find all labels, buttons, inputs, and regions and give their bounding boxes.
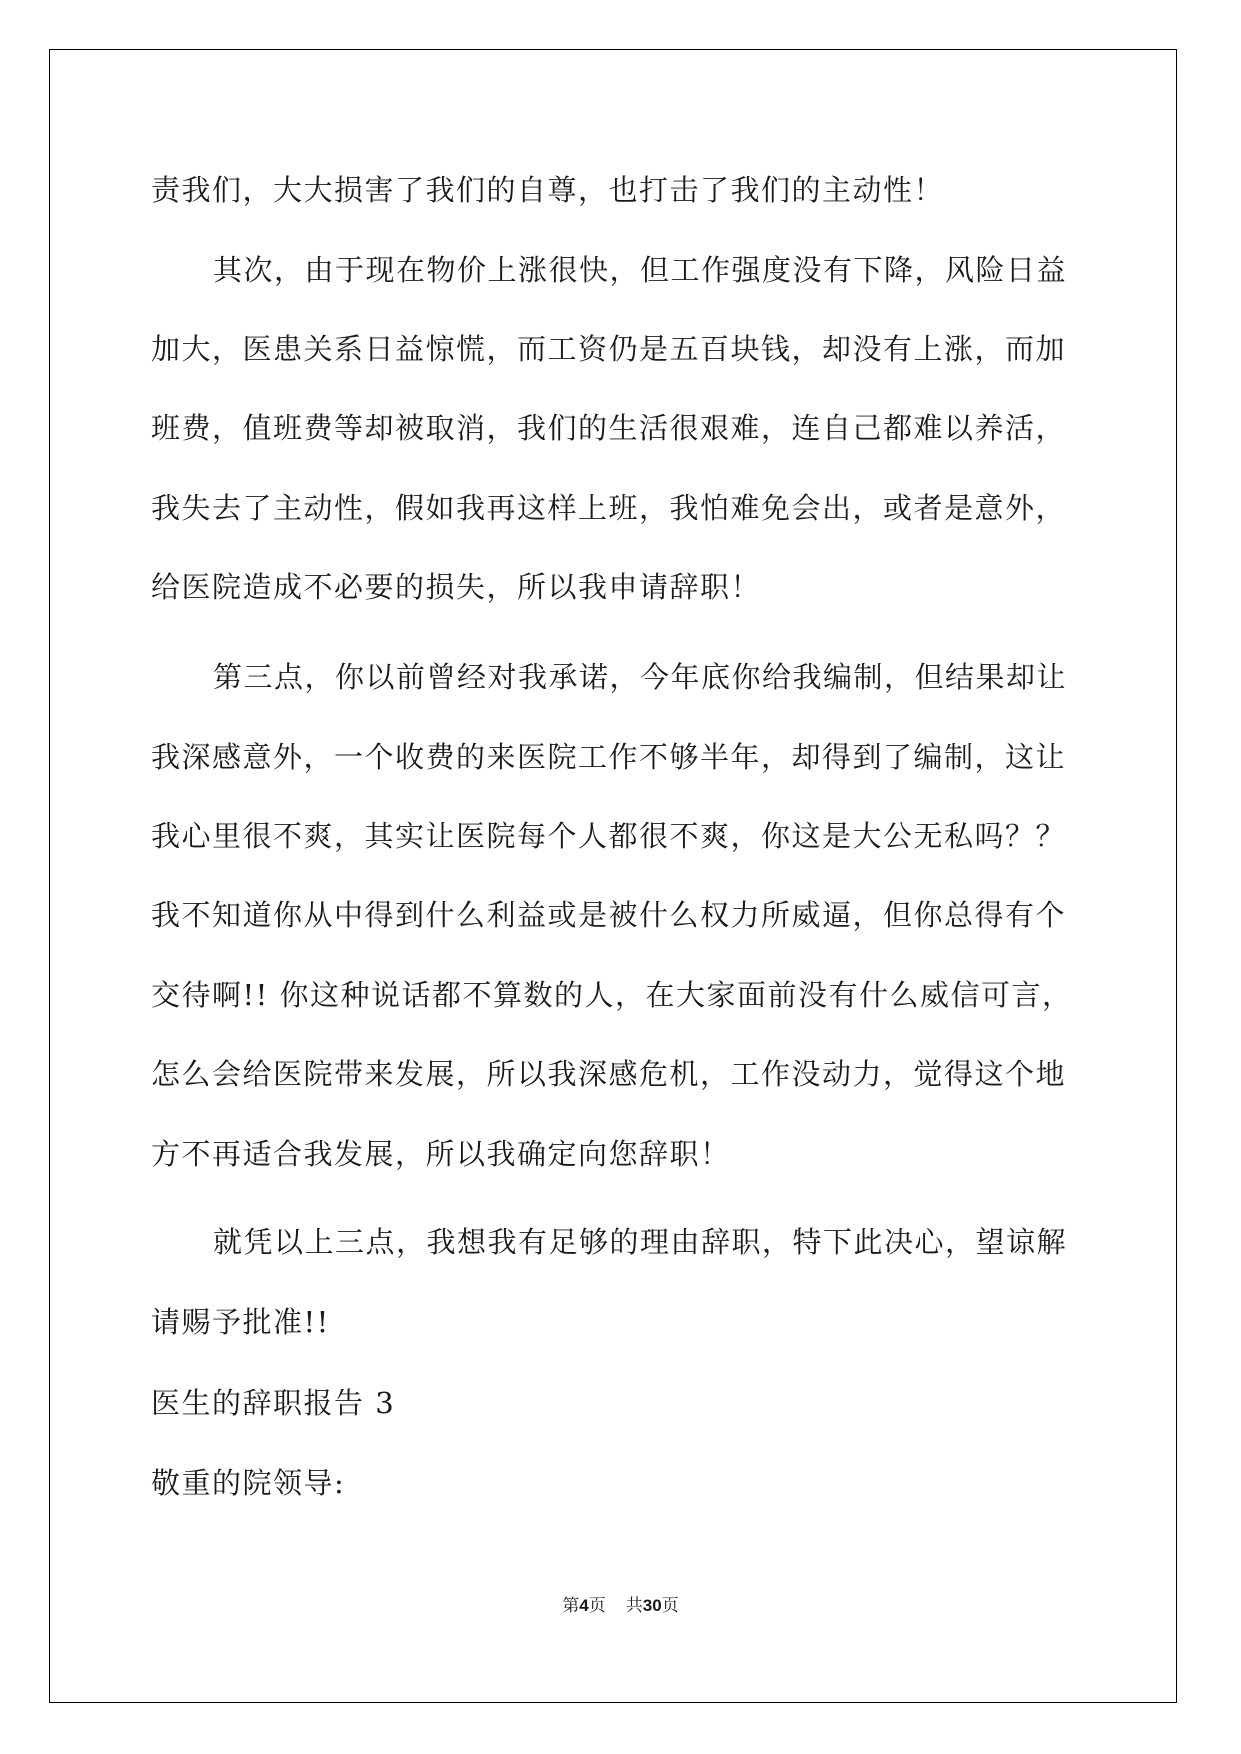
body-line-12: 怎么会给医院带来发展，所以我深感危机，工作没动力，觉得这个地 [151, 1057, 1067, 1091]
body-line-10: 我不知道你从中得到什么利益或是被什么权力所威逼，但你总得有个 [151, 898, 1067, 932]
page-number: 4 [579, 1596, 589, 1615]
body-line-9: 我心里很不爽，其实让医院每个人都很不爽，你这是大公无私吗？？ [151, 819, 1067, 853]
page-suffix: 页 [588, 1596, 606, 1616]
page-border [49, 49, 1177, 1703]
body-line-6: 给医院造成不必要的损失，所以我申请辞职！ [151, 570, 762, 604]
body-line-2: 其次，由于现在物价上涨很快，但工作强度没有下降，风险日益 [213, 253, 1068, 287]
salutation: 敬重的院领导: [151, 1466, 346, 1500]
total-pages: 30 [642, 1596, 662, 1615]
body-line-1: 责我们，大大损害了我们的自尊，也打击了我们的主动性！ [151, 173, 945, 207]
section-heading: 医生的辞职报告 3 [151, 1386, 396, 1420]
body-line-4: 班费，值班费等却被取消，我们的生活很艰难，连自己都难以养活， [151, 411, 1067, 445]
body-line-7: 第三点，你以前曾经对我承诺，今年底你给我编制，但结果却让 [213, 660, 1068, 694]
body-line-8: 我深感意外，一个收费的来医院工作不够半年，却得到了编制，这让 [151, 740, 1067, 774]
total-prefix: 共 [625, 1596, 643, 1616]
page-footer [0, 1591, 1241, 1616]
page-prefix: 第 [562, 1596, 580, 1616]
body-line-14: 就凭以上三点，我想我有足够的理由辞职，特下此决心，望谅解 [213, 1225, 1068, 1259]
body-line-3: 加大，医患关系日益惊慌，而工资仍是五百块钱，却没有上涨，而加 [151, 332, 1067, 366]
body-line-13: 方不再适合我发展，所以我确定向您辞职！ [151, 1137, 731, 1171]
total-suffix: 页 [661, 1596, 679, 1616]
body-line-5: 我失去了主动性，假如我再这样上班，我怕难免会出，或者是意外， [151, 491, 1067, 525]
body-line-15: 请赐予批准!! [151, 1305, 330, 1339]
body-line-11: 交待啊!! 你这种说话都不算数的人，在大家面前没有什么威信可言， [151, 978, 1073, 1012]
